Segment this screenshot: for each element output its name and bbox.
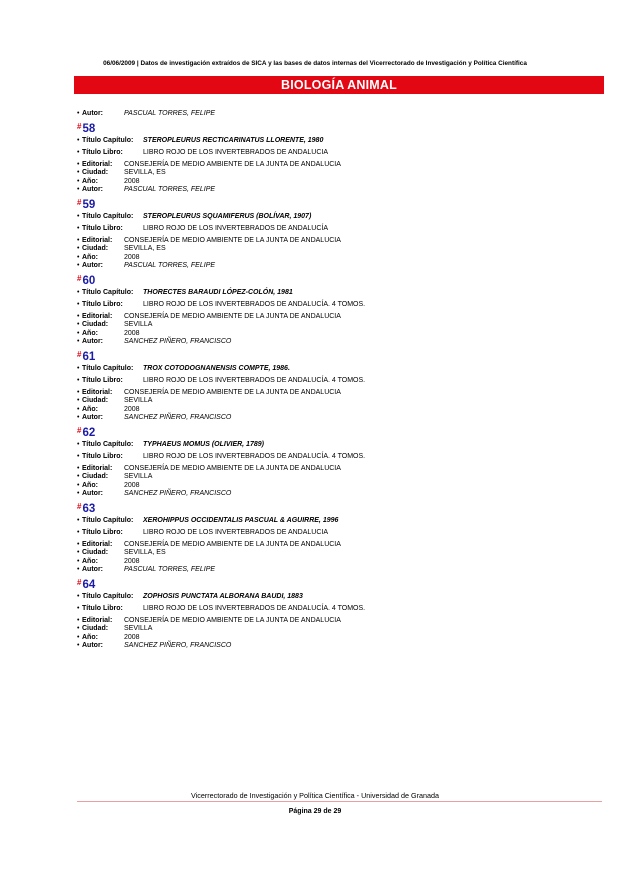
page-header [0, 60, 630, 67]
anio-row [77, 254, 597, 263]
ciudad-label: Ciudad: [82, 245, 109, 252]
anio-value: 2008 [124, 329, 140, 337]
entry-number [77, 425, 597, 441]
bullet: • [77, 321, 80, 328]
titulo-capitulo-row [77, 289, 597, 301]
bullet: • [77, 633, 80, 641]
bullet: • [77, 136, 80, 144]
anio-row [77, 482, 597, 491]
header-date: 06/06/2009 [103, 60, 136, 67]
autor-value: PASCUAL TORRES, FELIPE [124, 566, 216, 573]
ciudad-row [77, 625, 597, 634]
ciudad-value: SEVILLA, ES [124, 245, 166, 252]
bullet: • [77, 642, 80, 649]
bullet: • [77, 604, 80, 612]
editorial-label: Editorial: [82, 616, 113, 624]
anio-value: 2008 [124, 633, 140, 641]
ciudad-value: SEVILLA [124, 321, 153, 328]
ciudad-value: SEVILLA [124, 397, 153, 404]
autor-value: PASCUAL TORRES, FELIPE [124, 186, 216, 193]
footer-divider [77, 801, 602, 802]
anio-value: 2008 [124, 177, 140, 185]
titulo-libro-value: LIBRO ROJO DE LOS INVERTEBRADOS DE ANDALUCIA [143, 148, 329, 156]
ciudad-value: SEVILLA [124, 473, 153, 480]
titulo-libro-value: LIBRO ROJO DE LOS INVERTEBRADOS DE ANDALUCÍA. 4 TOMOS. [143, 300, 366, 308]
autor-value: SANCHEZ PIÑERO, FRANCISCO [124, 338, 232, 345]
bullet: • [77, 245, 80, 252]
entry [77, 577, 597, 651]
ciudad-row [77, 321, 597, 330]
titulo-capitulo-value: XEROHIPPUS OCCIDENTALIS PASCUAL & AGUIRRE, 1996 [143, 516, 339, 524]
entry [77, 273, 597, 347]
entry-number-value: 60 [82, 274, 96, 287]
footer-text: Vicerrectorado de Investigación y Política Científica - Universidad de Granada [191, 791, 439, 800]
editorial-label: Editorial: [82, 540, 113, 548]
titulo-libro-row [77, 605, 597, 617]
ciudad-value: SEVILLA, ES [124, 549, 166, 556]
autor-label: Autor: [82, 186, 103, 193]
entry-number-value: 59 [82, 198, 96, 211]
bullet: • [77, 288, 80, 296]
hash-mark: # [77, 501, 82, 511]
section-title: BIOLOGÍA ANIMAL [74, 76, 604, 94]
hash-mark: # [77, 349, 82, 359]
editorial-label: Editorial: [82, 236, 113, 244]
editorial-label: Editorial: [82, 160, 113, 168]
bullet: • [77, 364, 80, 372]
ciudad-label: Ciudad: [82, 397, 109, 404]
autor-value: SANCHEZ PIÑERO, FRANCISCO [124, 490, 232, 497]
anio-row [77, 634, 597, 643]
entry-number-value: 62 [82, 426, 96, 439]
autor-row [77, 262, 597, 271]
bullet: • [77, 440, 80, 448]
entry [77, 197, 597, 271]
ciudad-label: Ciudad: [82, 169, 109, 176]
ciudad-row [77, 549, 597, 558]
bullet: • [77, 212, 80, 220]
bullet: • [77, 224, 80, 232]
bullet: • [77, 262, 80, 269]
header-text: Datos de investigación extraídos de SICA y las bases de datos internas del Vicerrectorado de Investigación y Política Científica [140, 60, 527, 67]
entry-number [77, 577, 597, 593]
entry-number-value: 63 [82, 502, 96, 515]
autor-row [77, 642, 597, 651]
editorial-row [77, 313, 597, 322]
anio-label: Año: [82, 633, 98, 641]
editorial-value: CONSEJERÍA DE MEDIO AMBIENTE DE LA JUNTA DE ANDALUCIA [124, 388, 341, 396]
editorial-label: Editorial: [82, 464, 113, 472]
entry [77, 121, 597, 195]
header-separator: | [136, 60, 139, 67]
first-author-row [77, 110, 597, 119]
autor-value: SANCHEZ PIÑERO, FRANCISCO [124, 642, 232, 649]
titulo-libro-label: Título Libro: [82, 148, 123, 156]
ciudad-label: Ciudad: [82, 625, 109, 632]
autor-row [77, 414, 597, 423]
anio-label: Año: [82, 177, 98, 185]
hash-mark: # [77, 197, 82, 207]
bullet: • [77, 110, 80, 117]
entry-number [77, 501, 597, 517]
autor-value: PASCUAL TORRES, FELIPE [124, 110, 216, 117]
bullet: • [77, 329, 80, 337]
autor-label: Autor: [82, 490, 103, 497]
autor-row [77, 186, 597, 195]
editorial-row [77, 617, 597, 626]
bullet: • [77, 177, 80, 185]
bullet: • [77, 592, 80, 600]
titulo-capitulo-label: Título Capítulo: [82, 516, 134, 524]
titulo-capitulo-row [77, 517, 597, 529]
editorial-value: CONSEJERÍA DE MEDIO AMBIENTE DE LA JUNTA DE ANDALUCIA [124, 312, 341, 320]
entry-number-value: 64 [82, 578, 96, 591]
autor-row [77, 566, 597, 575]
bullet: • [77, 452, 80, 460]
hash-mark: # [77, 577, 82, 587]
titulo-capitulo-value: TROX COTODOGNANENSIS COMPTE, 1986. [143, 364, 290, 372]
titulo-libro-row [77, 377, 597, 389]
titulo-capitulo-value: TYPHAEUS MOMUS (OLIVIER, 1789) [143, 440, 264, 448]
bullet: • [77, 388, 80, 396]
bullet: • [77, 625, 80, 632]
anio-row [77, 406, 597, 415]
page-number: Página 29 de 29 [288, 808, 342, 815]
ciudad-label: Ciudad: [82, 473, 109, 480]
ciudad-row [77, 245, 597, 254]
bullet: • [77, 160, 80, 168]
anio-row [77, 178, 597, 187]
titulo-capitulo-value: STEROPLEURUS RECTICARINATUS LLORENTE, 1980 [143, 136, 324, 144]
titulo-capitulo-row [77, 365, 597, 377]
editorial-label: Editorial: [82, 388, 113, 396]
bullet: • [77, 473, 80, 480]
editorial-row [77, 389, 597, 398]
anio-label: Año: [82, 481, 98, 489]
editorial-value: CONSEJERÍA DE MEDIO AMBIENTE DE LA JUNTA DE ANDALUCIA [124, 236, 341, 244]
editorial-row [77, 465, 597, 474]
titulo-libro-label: Título Libro: [82, 224, 123, 232]
anio-row [77, 558, 597, 567]
entry [77, 425, 597, 499]
titulo-libro-value: LIBRO ROJO DE LOS INVERTEBRADOS DE ANDALUCÍA. 4 TOMOS. [143, 604, 366, 612]
autor-value: SANCHEZ PIÑERO, FRANCISCO [124, 414, 232, 421]
bullet: • [77, 236, 80, 244]
bullet: • [77, 516, 80, 524]
ciudad-value: SEVILLA [124, 625, 153, 632]
bullet: • [77, 540, 80, 548]
ciudad-value: SEVILLA, ES [124, 169, 166, 176]
ciudad-row [77, 473, 597, 482]
anio-label: Año: [82, 557, 98, 565]
bullet: • [77, 549, 80, 556]
titulo-capitulo-label: Título Capítulo: [82, 136, 134, 144]
titulo-libro-label: Título Libro: [82, 528, 123, 536]
anio-row [77, 330, 597, 339]
editorial-label: Editorial: [82, 312, 113, 320]
autor-row [77, 490, 597, 499]
titulo-capitulo-label: Título Capítulo: [82, 592, 134, 600]
entry-number [77, 273, 597, 289]
bullet: • [77, 490, 80, 497]
hash-mark: # [77, 121, 82, 131]
anio-label: Año: [82, 405, 98, 413]
anio-label: Año: [82, 329, 98, 337]
bullet: • [77, 186, 80, 193]
hash-mark: # [77, 273, 82, 283]
bullet: • [77, 253, 80, 261]
titulo-capitulo-row [77, 441, 597, 453]
entry-number-value: 61 [82, 350, 96, 363]
titulo-libro-label: Título Libro: [82, 300, 123, 308]
bullet: • [77, 405, 80, 413]
entries-list [77, 110, 597, 651]
autor-row [77, 338, 597, 347]
titulo-libro-row [77, 453, 597, 465]
bullet: • [77, 528, 80, 536]
titulo-libro-value: LIBRO ROJO DE LOS INVERTEBRADOS DE ANDALUCÍA [143, 224, 329, 232]
bullet: • [77, 481, 80, 489]
titulo-capitulo-label: Título Capítulo: [82, 212, 134, 220]
editorial-value: CONSEJERÍA DE MEDIO AMBIENTE DE LA JUNTA DE ANDALUCIA [124, 160, 341, 168]
editorial-row [77, 541, 597, 550]
entry-number [77, 197, 597, 213]
titulo-capitulo-value: STEROPLEURUS SQUAMIFERUS (BOLÍVAR, 1907) [143, 212, 312, 220]
titulo-libro-label: Título Libro: [82, 452, 123, 460]
ciudad-label: Ciudad: [82, 549, 109, 556]
ciudad-row [77, 397, 597, 406]
autor-label: Autor: [82, 414, 103, 421]
titulo-capitulo-label: Título Capítulo: [82, 288, 134, 296]
bullet: • [77, 169, 80, 176]
titulo-libro-row [77, 149, 597, 161]
ciudad-row [77, 169, 597, 178]
bullet: • [77, 566, 80, 573]
titulo-capitulo-row [77, 137, 597, 149]
anio-value: 2008 [124, 557, 140, 565]
titulo-libro-value: LIBRO ROJO DE LOS INVERTEBRADOS DE ANDALUCÍA. 4 TOMOS. [143, 376, 366, 384]
autor-label: Autor: [82, 642, 103, 649]
bullet: • [77, 376, 80, 384]
autor-label: Autor: [82, 566, 103, 573]
titulo-capitulo-value: ZOPHOSIS PUNCTATA ALBORANA BAUDI, 1883 [143, 592, 303, 600]
entry-number [77, 349, 597, 365]
editorial-value: CONSEJERÍA DE MEDIO AMBIENTE DE LA JUNTA DE ANDALUCIA [124, 464, 341, 472]
titulo-libro-label: Título Libro: [82, 376, 123, 384]
anio-value: 2008 [124, 253, 140, 261]
entry [77, 501, 597, 575]
bullet: • [77, 338, 80, 345]
bullet: • [77, 616, 80, 624]
anio-value: 2008 [124, 481, 140, 489]
bullet: • [77, 312, 80, 320]
titulo-libro-value: LIBRO ROJO DE LOS INVERTEBRADOS DE ANDALUCIA [143, 528, 329, 536]
titulo-capitulo-label: Título Capítulo: [82, 440, 134, 448]
bullet: • [77, 148, 80, 156]
titulo-capitulo-row [77, 593, 597, 605]
titulo-libro-row [77, 225, 597, 237]
entry [77, 349, 597, 423]
autor-value: PASCUAL TORRES, FELIPE [124, 262, 216, 269]
editorial-row [77, 161, 597, 170]
autor-label: Autor: [82, 338, 103, 345]
bullet: • [77, 557, 80, 565]
autor-label: Autor: [82, 110, 103, 117]
ciudad-label: Ciudad: [82, 321, 109, 328]
entry-number [77, 121, 597, 137]
editorial-value: CONSEJERÍA DE MEDIO AMBIENTE DE LA JUNTA DE ANDALUCIA [124, 616, 341, 624]
bullet: • [77, 464, 80, 472]
editorial-row [77, 237, 597, 246]
anio-label: Año: [82, 253, 98, 261]
autor-label: Autor: [82, 262, 103, 269]
titulo-libro-label: Título Libro: [82, 604, 123, 612]
titulo-libro-value: LIBRO ROJO DE LOS INVERTEBRADOS DE ANDALUCÍA. 4 TOMOS. [143, 452, 366, 460]
titulo-capitulo-label: Título Capítulo: [82, 364, 134, 372]
titulo-capitulo-value: THORECTES BARAUDI LÓPEZ-COLÓN, 1981 [143, 288, 293, 296]
hash-mark: # [77, 425, 82, 435]
titulo-libro-row [77, 529, 597, 541]
editorial-value: CONSEJERÍA DE MEDIO AMBIENTE DE LA JUNTA DE ANDALUCIA [124, 540, 341, 548]
titulo-libro-row [77, 301, 597, 313]
anio-value: 2008 [124, 405, 140, 413]
bullet: • [77, 397, 80, 404]
titulo-capitulo-row [77, 213, 597, 225]
bullet: • [77, 300, 80, 308]
entry-number-value: 58 [82, 122, 96, 135]
bullet: • [77, 414, 80, 421]
